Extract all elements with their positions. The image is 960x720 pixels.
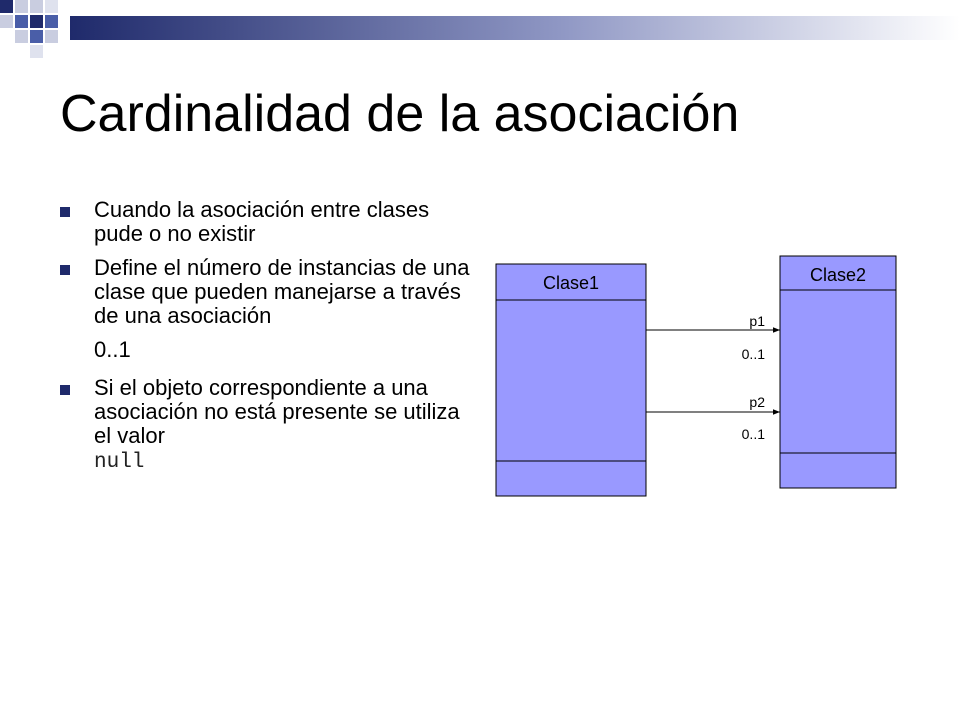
bullet-square-icon <box>60 265 70 275</box>
bullet-text: Define el número de instancias de una clase que pueden manejarse a través de una asociación <box>94 255 470 328</box>
role-label: p2 <box>749 394 765 410</box>
multiplicity-label: 0..1 <box>741 426 765 442</box>
bullet-item <box>60 376 470 475</box>
null-keyword: null <box>94 451 145 474</box>
role-label: p1 <box>749 313 765 329</box>
association-p2 <box>646 394 780 442</box>
bullet-item <box>60 256 470 328</box>
bullet-square-icon <box>60 385 70 395</box>
bullet-square-icon <box>60 207 70 217</box>
bullet-text: Cuando la asociación entre clases pude o no existir <box>94 197 430 246</box>
bullet-text: Si el objeto correspondiente a una asociación no está presente se utiliza el valor <box>94 375 460 448</box>
class-box-clase2 <box>780 256 896 488</box>
association-p1 <box>646 313 780 362</box>
slide-title: Cardinalidad de la asociación <box>60 85 740 143</box>
multiplicity-label: 0..1 <box>741 346 765 362</box>
bullet-list <box>60 198 470 485</box>
cardinality-example: 0..1 <box>94 337 131 362</box>
class-name: Clase1 <box>542 273 600 293</box>
class-box-clase1 <box>496 264 646 496</box>
class-name: Clase2 <box>809 265 867 285</box>
slide-header-decoration <box>0 0 960 60</box>
bullet-item <box>60 198 470 246</box>
uml-class-diagram <box>490 250 910 510</box>
